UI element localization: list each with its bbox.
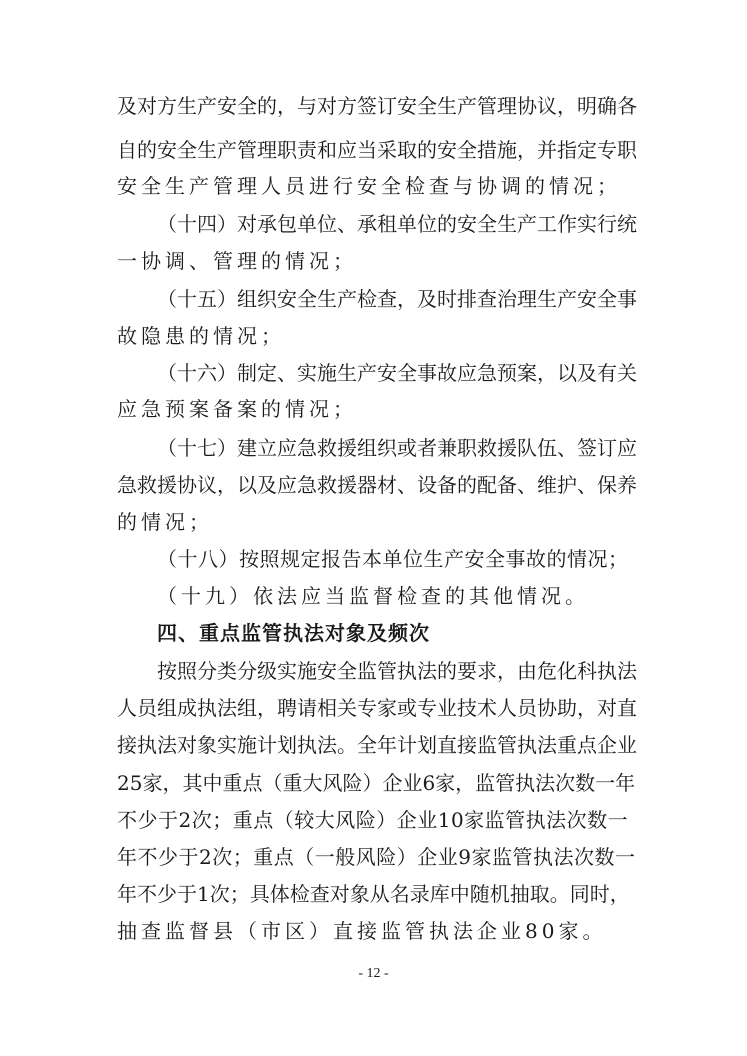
item-17-line-3: 的情况； (117, 510, 213, 534)
body-line-2: 自的安全生产管理职责和应当采取的安全措施，并指定专职 (117, 138, 637, 162)
section-para-line-7: 年不少于1次；具体检查对象从名录库中随机抽取。同时， (117, 882, 630, 906)
item-18-line-1: （十八）按照规定报告本单位生产安全事故的情况； (157, 547, 629, 571)
item-14-line-1: （十四）对承包单位、承租单位的安全生产工作实行统 (157, 212, 637, 236)
item-15-line-1: （十五）组织安全生产检查，及时排查治理生产安全事 (157, 287, 637, 311)
item-17-line-2: 急救援协议，以及应急救援器材、设备的配备、维护、保养 (117, 473, 637, 497)
section-para-line-4: 25家，其中重点（重大风险）企业6家，监管执法次数一年 (117, 771, 636, 795)
section-para-line-6: 年不少于2次；重点（一般风险）企业9家监管执法次数一 (117, 845, 636, 869)
section-para-line-3: 接执法对象实施计划执法。全年计划直接监管执法重点企业 (117, 733, 637, 757)
item-16-line-2: 应急预案备案的情况； (117, 397, 357, 421)
item-19-line-1: （十九）依法应当监督检查的其他情况。 (157, 584, 589, 608)
page-number: - 12 - (358, 966, 389, 981)
section-para-line-5: 不少于2次；重点（较大风险）企业10家监管执法次数一 (117, 808, 629, 832)
body-line-3: 安全生产管理人员进行安全检查与协调的情况； (117, 174, 621, 198)
item-16-line-1: （十六）制定、实施生产安全事故应急预案，以及有关 (157, 361, 637, 385)
section-para-line-8: 抽查监督县（市区）直接监管执法企业80家。 (117, 919, 607, 943)
item-17-line-1: （十七）建立应急救援组织或者兼职救援队伍、签订应 (157, 436, 637, 460)
section-para-line-2: 人员组成执法组，聘请相关专家或专业技术人员协助，对直 (117, 696, 637, 720)
section-para-line-1: 按照分类分级实施安全监管执法的要求，由危化科执法 (157, 659, 637, 683)
section-heading: 四、重点监管执法对象及频次 (157, 621, 430, 645)
item-14-line-2: 一协调、管理的情况； (117, 249, 357, 273)
body-line-1: 及对方生产安全的，与对方签订安全生产管理协议，明确各 (117, 94, 637, 118)
item-15-line-2: 故隐患的情况； (117, 324, 285, 348)
